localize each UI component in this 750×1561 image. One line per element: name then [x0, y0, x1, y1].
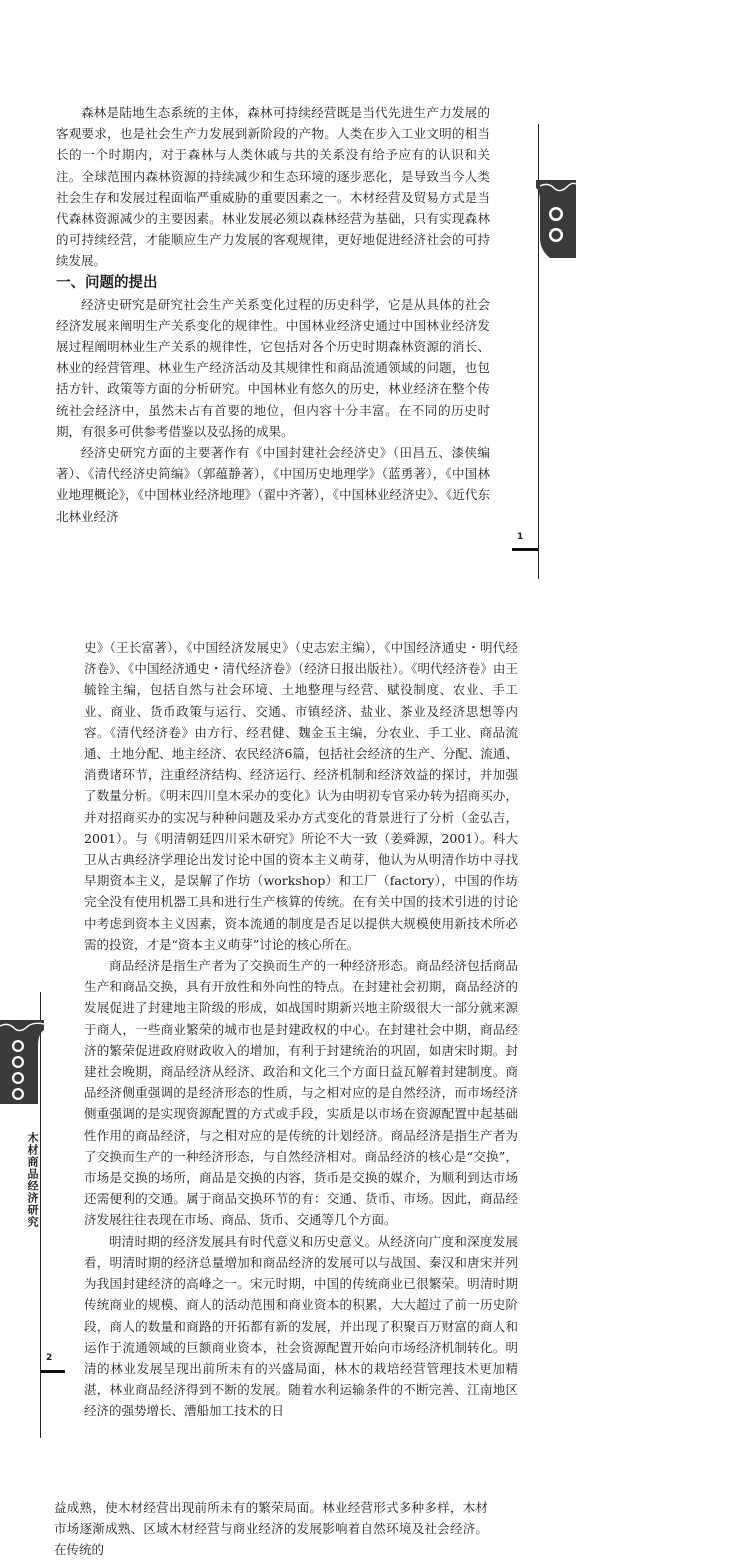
series-tab-ornament	[0, 1020, 44, 1104]
page-number: 1	[517, 532, 524, 542]
paragraph: 经济史研究是研究社会生产关系变化过程的历史科学，它是从具体的社会经济发展来阐明生产关系变化的规律性。中国林业经济史通过中国林业经济发展过程阐明林业生产关系的规律性，它包括对各个历史时期森林资源的消长、林业的经营管理、林业生产经济活动及其规律性和商品流通领域的问题，也包括方针、政策等方面的分析研究。中国林业有悠久的历史，林业经济在整个传统社会经济中，虽然未占有首要的地位，但内容十分丰富。在不同的历史时期，有很多可供参考借鉴以及弘扬的成果。	[56, 296, 490, 439]
paragraph: 益成熟，使木材经营出现前所未有的繁荣局面。林业经营形式多种多样，木材市场逐渐成熟、区域木材经营与商业经济的发展影响着自然环境及社会经济。在传统的	[54, 1500, 488, 1558]
page-number: 2	[46, 1353, 53, 1363]
running-title: 木材商品经济研究	[26, 1132, 39, 1228]
paragraph: 史》（王长富著），《中国经济发展史》（史志宏主编），《中国经济通史・明代经济卷》、《中国经济通史・清代经济卷》（经济日报出版社）。《明代经济卷》由王毓铨主编，包括自然与社会环境、土地整理与经营、赋役制度、农业、手工业、商业、货币政策与运行、交通、市镇经济、盐业、茶业及经济思想等内容。《清代经济卷》由方行、经君健、魏金玉主编，分农业、手工业、商品流通、土地分配、地主经济、农民经济6篇，包括社会经济的生产、分配、流通、消费诸环节，注重经济结构、经济运行、经济机制和经济效益的探讨，并加强了数量分析。《明末四川皇木采办的变化》认为由明初专官采办转为招商买办，并对招商买办的实况与种种问题及采办方式变化的背景进行了分析（金弘吉，2001）。与《明清朝廷四川采木研究》所论不大一致（姜舜源，2001）。科大卫从古典经济学理论出发讨论中国的资本主义萌芽，他认为从明清作坊中寻找早期资本主义，是误解了作坊（workshop）和工厂（factory），中国的作坊完全没有使用机器工具和进行生产核算的传统。在有关中国的技术引进的讨论中考虑到资本主义因素，资本流通的制度是否足以提供大规模使用新技术所必需的投资，才是“资本主义萌芽”讨论的核心所在。	[84, 640, 518, 952]
page-3-body	[54, 1497, 488, 1561]
section-heading: 一、问题的提出	[56, 274, 158, 291]
paragraph: 商品经济是指生产者为了交换而生产的一种经济形态。商品经济包括商品生产和商品交换，具有开放性和外向性的特点。在封建社会初期，商品经济的发展促进了封建地主阶级的形成，如战国时期新兴地主阶级很大一部分就来源于商人，一些商业繁荣的城市也是封建政权的中心。在封建社会中期，商品经济的繁荣促进政府财政收入的增加，有利于封建统治的巩固，如唐宋时期。封建社会晚期，商品经济从经济、政治和文化三个方面日益瓦解着封建制度。商品经济侧重强调的是经济形态的性质，与之相对应的是自然经济，而市场经济侧重强调的是实现资源配置的方式或手段，实质是以市场在资源配置中起基础性作用的商品经济，与之相对应的是传统的计划经济。商品经济是指生产者为了交换而生产的一种经济形态，与自然经济相对。商品经济的核心是“交换”，市场是交换的场所，商品是交换的内容，货币是交换的媒介，为顺利到达市场还需便利的交通。属于商品交换环节的有：交通、货币、市场。因此，商品经济发展往往表现在市场、商品、货币、交通等几个方面。	[84, 958, 518, 1228]
page-number-rule	[512, 548, 538, 551]
page-2	[0, 590, 750, 1438]
paragraph: 经济史研究方面的主要著作有《中国封建社会经济史》（田昌五、漆侠编著）、《清代经济史简编》（郭蕴静著），《中国历史地理学》（蓝勇著），《中国林业地理概论》，《中国林业经济地理》（翟中齐著），《中国林业经济史》、《近代东北林业经济	[56, 445, 490, 524]
paragraph: 森林是陆地生态系统的主体，森林可持续经营既是当代先进生产力发展的客观要求，也是社会生产力发展到新阶段的产物。人类在步入工业文明的相当长的一个时期内，对于森林与人类休戚与共的关系没有给予应有的认识和关注。全球范围内森林资源的持续减少和生态环境的逐步恶化，是导致当今人类社会生存和发展过程面临严重威胁的重要因素之一。木材经营及贸易方式是当代森林资源减少的主要因素。林业发展必须以森林经营为基础，只有实现森林的可持续经营，才能顺应生产力发展的客观规律，更好地促进经济社会的可持续发展。	[56, 105, 490, 269]
page-2-body	[84, 637, 518, 1422]
paragraph: 明清时期的经济发展具有时代意义和历史意义。从经济向广度和深度发展看，明清时期的经济总量增加和商品经济的发展可以与战国、秦汉和唐宋并列为我国封建经济的高峰之一。宋元时期，中国的传统商业已很繁荣。明清时期传统商业的规模、商人的活动范围和商业资本的积累，大大超过了前一历史阶段，商人的数量和商路的开拓都有新的发展，并出现了积聚百万财富的商人和运作于流通领域的巨额商业资本，社会资源配置开始向市场经济机制转化。明清的林业发展呈现出前所未有的兴盛局面，林木的栽培经营管理技术更加精湛，林业商品经济得到不断的发展。随着水利运输条件的不断完善、江南地区经济的强势增长、漕船加工技术的日	[84, 1233, 518, 1419]
chapter-tab-ornament	[536, 180, 576, 258]
page-3	[0, 1438, 750, 1558]
page-1	[0, 0, 750, 590]
page-1-body	[56, 102, 490, 527]
page-number-rule	[41, 1370, 65, 1373]
